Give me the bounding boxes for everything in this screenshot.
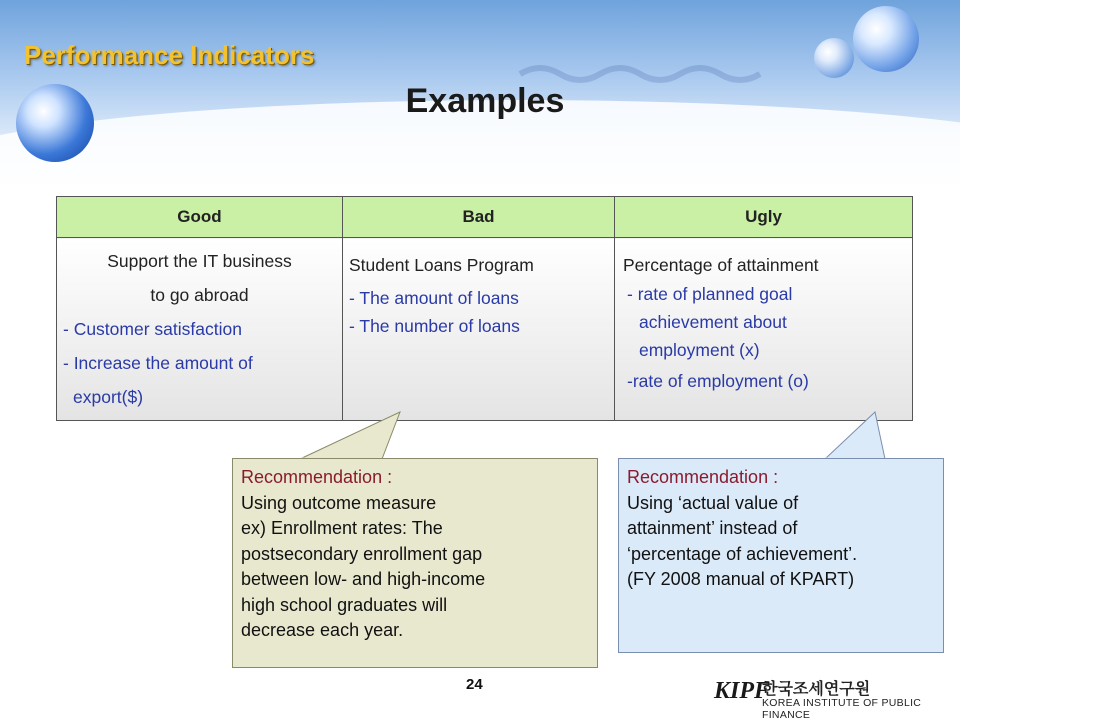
- callout-line: Using outcome measure: [241, 492, 437, 513]
- callout-line: attainment’ instead of: [627, 518, 798, 538]
- cell-line: -rate of employment (o): [627, 371, 809, 391]
- column-header-ugly: Ugly: [615, 197, 913, 238]
- callout-line: postsecondary enrollment gap: [241, 543, 483, 564]
- recommendation-label: Recommendation :: [627, 467, 779, 487]
- callout-line: between low- and high-income: [241, 569, 486, 589]
- ugly-examples-cell: [615, 238, 913, 421]
- table-row: [57, 238, 913, 421]
- cell-line: - The amount of loans: [349, 288, 519, 308]
- examples-table: [56, 196, 913, 421]
- cell-line: - Customer satisfaction: [63, 319, 242, 339]
- recommendation-callout-right: [618, 458, 944, 653]
- table-header-row: [57, 197, 913, 238]
- cell-line: Percentage of attainment: [623, 255, 819, 275]
- callout-line: high school graduates will: [241, 594, 448, 615]
- page-title: Examples: [405, 82, 565, 120]
- cell-line: to go abroad: [150, 285, 249, 305]
- recommendation-label: Recommendation :: [241, 467, 393, 487]
- cell-line: employment (x): [639, 340, 760, 360]
- cell-line: - The number of loans: [349, 316, 520, 336]
- kipf-logo-icon: [714, 674, 771, 704]
- cell-line: Support the IT business: [107, 251, 292, 271]
- section-title: Performance Indicators: [24, 40, 315, 70]
- recommendation-callout-left: [232, 458, 598, 668]
- cell-line: export($): [73, 387, 144, 407]
- cell-line: achievement about: [639, 312, 787, 332]
- cell-line: - Increase the amount of: [63, 353, 253, 373]
- callout-line: ‘percentage of achievement’.: [627, 543, 858, 564]
- good-examples-cell: [57, 238, 343, 421]
- callout-line: decrease each year.: [241, 620, 404, 640]
- cell-line: Student Loans Program: [349, 255, 534, 275]
- callout-line: (FY 2008 manual of KPART): [627, 569, 855, 589]
- page-number: 24: [466, 676, 483, 693]
- callout-line: Using ‘actual value of: [627, 492, 799, 513]
- logo-korean-name: 한국조세연구원: [762, 681, 871, 698]
- column-header-bad: Bad: [343, 197, 615, 238]
- bad-examples-cell: [343, 238, 615, 421]
- watermark-decoration: [520, 60, 780, 80]
- bubble-decoration-small: [814, 38, 854, 78]
- callout-line: ex) Enrollment rates: The: [241, 518, 443, 538]
- cell-line: - rate of planned goal: [627, 284, 793, 304]
- svg-text:KIPF: KIPF: [714, 678, 771, 704]
- column-header-good: Good: [57, 197, 343, 238]
- logo-english-name: KOREA INSTITUTE OF PUBLIC FINANCE: [762, 697, 922, 721]
- bubble-decoration-right: [853, 6, 919, 72]
